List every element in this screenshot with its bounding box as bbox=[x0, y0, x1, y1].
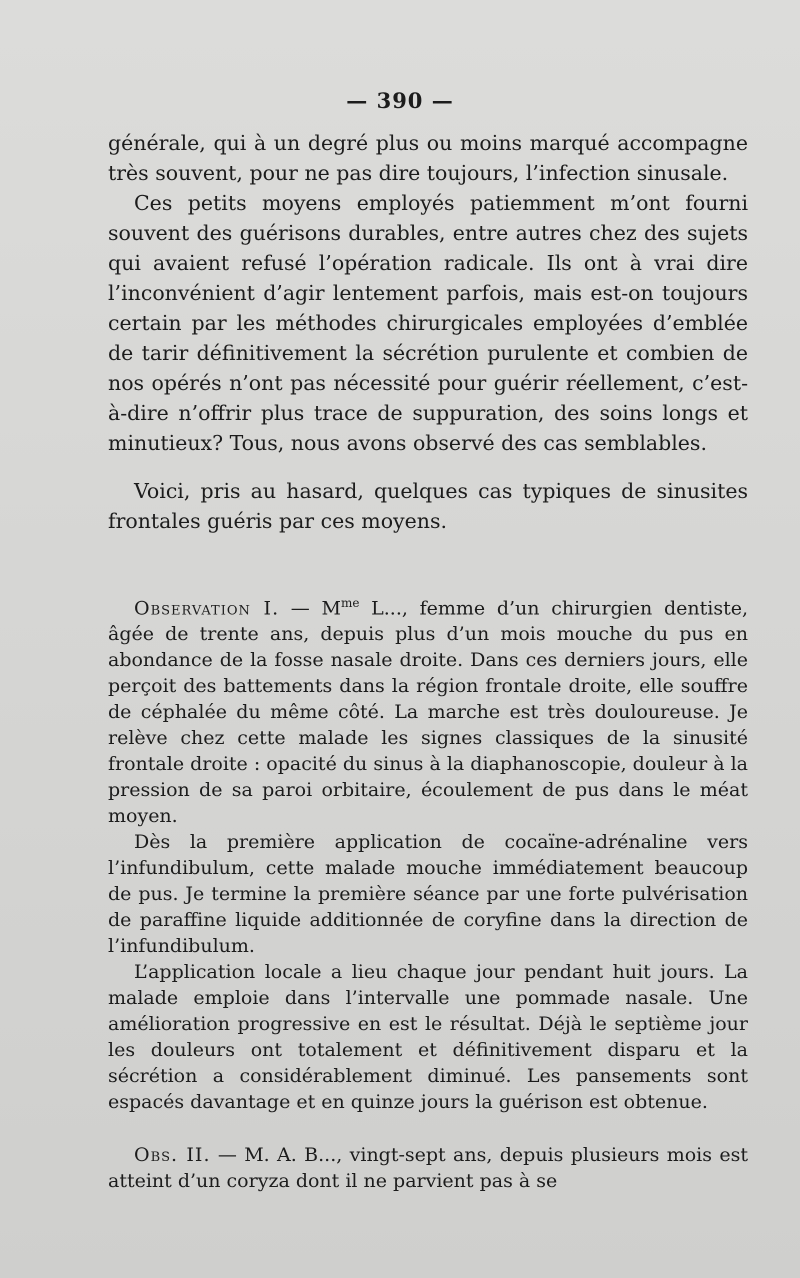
observation-2-heading: Obs. II. bbox=[134, 1144, 211, 1166]
paragraph-small-means: Ces petits moyens employés patiemment m’ont fourni souvent des guérisons durables, entre autres chez des sujets qui avaient refusé l’opération radicale. Ils ont à vrai dire l’inconvénient d’agir lentement parfois, mais est-on toujours certain par les méthodes chirurgicales employées d’emblée de tarir définitivement la sécrétion purulente et combien de nos opérés n’ont pas nécessité pour guérir réellement, c’est-à-dire n’offrir plus trace de suppuration, des soins longs et minutieux? Tous, nous avons observé des cas semblables. bbox=[108, 191, 748, 455]
observation-1-text: L..., femme d’un chirurgien dentiste, âgée de trente ans, depuis plus d’un mois mouche du pus en abondance de la fosse nasale droite. Dans ces derniers jours, elle perçoit des battements dans la région frontale droite, elle souffre de céphalée du même côté. La marche est très douloureuse. Je relève chez cette malade les signes classiques de la sinusité frontale droite : opacité du sinus à la diaphanoscopie, douleur à la pression de sa paroi orbitaire, écoulement de pus dans le méat moyen. bbox=[108, 597, 748, 828]
observation-2 bbox=[108, 1142, 748, 1194]
observation-2-text: — M. A. B..., vingt-sept ans, depuis plusieurs mois est atteint d’un coryza dont il ne parvient pas à se bbox=[108, 1144, 748, 1192]
paragraph-cases-intro: Voici, pris au hasard, quelques cas typiques de sinusites frontales guéris par ces moyens. bbox=[108, 479, 748, 533]
observation-1-para2: Dès la première application de cocaïne-adrénaline vers l’infundibulum, cette malade mouche immédiatement beaucoup de pus. Je termine la première séance par une forte pulvérisation de paraffine liquide additionnée de coryfine dans la direction de l’infundibulum. bbox=[108, 831, 748, 958]
observation-1 bbox=[108, 590, 748, 1115]
observation-1-superscript: me bbox=[340, 596, 360, 610]
observation-1-para1 bbox=[108, 590, 748, 829]
intro-text bbox=[108, 128, 748, 536]
observation-2-para1 bbox=[108, 1142, 748, 1194]
observation-1-para3: L’application locale a lieu chaque jour pendant huit jours. La malade emploie dans l’intervalle une pommade nasale. Une amélioration progressive en est le résultat. Déjà le septième jour les douleurs ont totalement et définitivement disparu et la sécrétion a considérablement diminué. Les pansements sont espacés davantage et en quinze jours la guérison est obtenue. bbox=[108, 961, 748, 1114]
page-number: — 390 — bbox=[346, 88, 454, 113]
observation-1-heading: Observation I. bbox=[134, 597, 280, 620]
observation-1-dash: — M bbox=[279, 597, 341, 620]
paragraph-continuation: générale, qui à un degré plus ou moins marqué accompagne très souvent, pour ne pas dire toujours, l’infection sinusale. bbox=[108, 131, 748, 185]
